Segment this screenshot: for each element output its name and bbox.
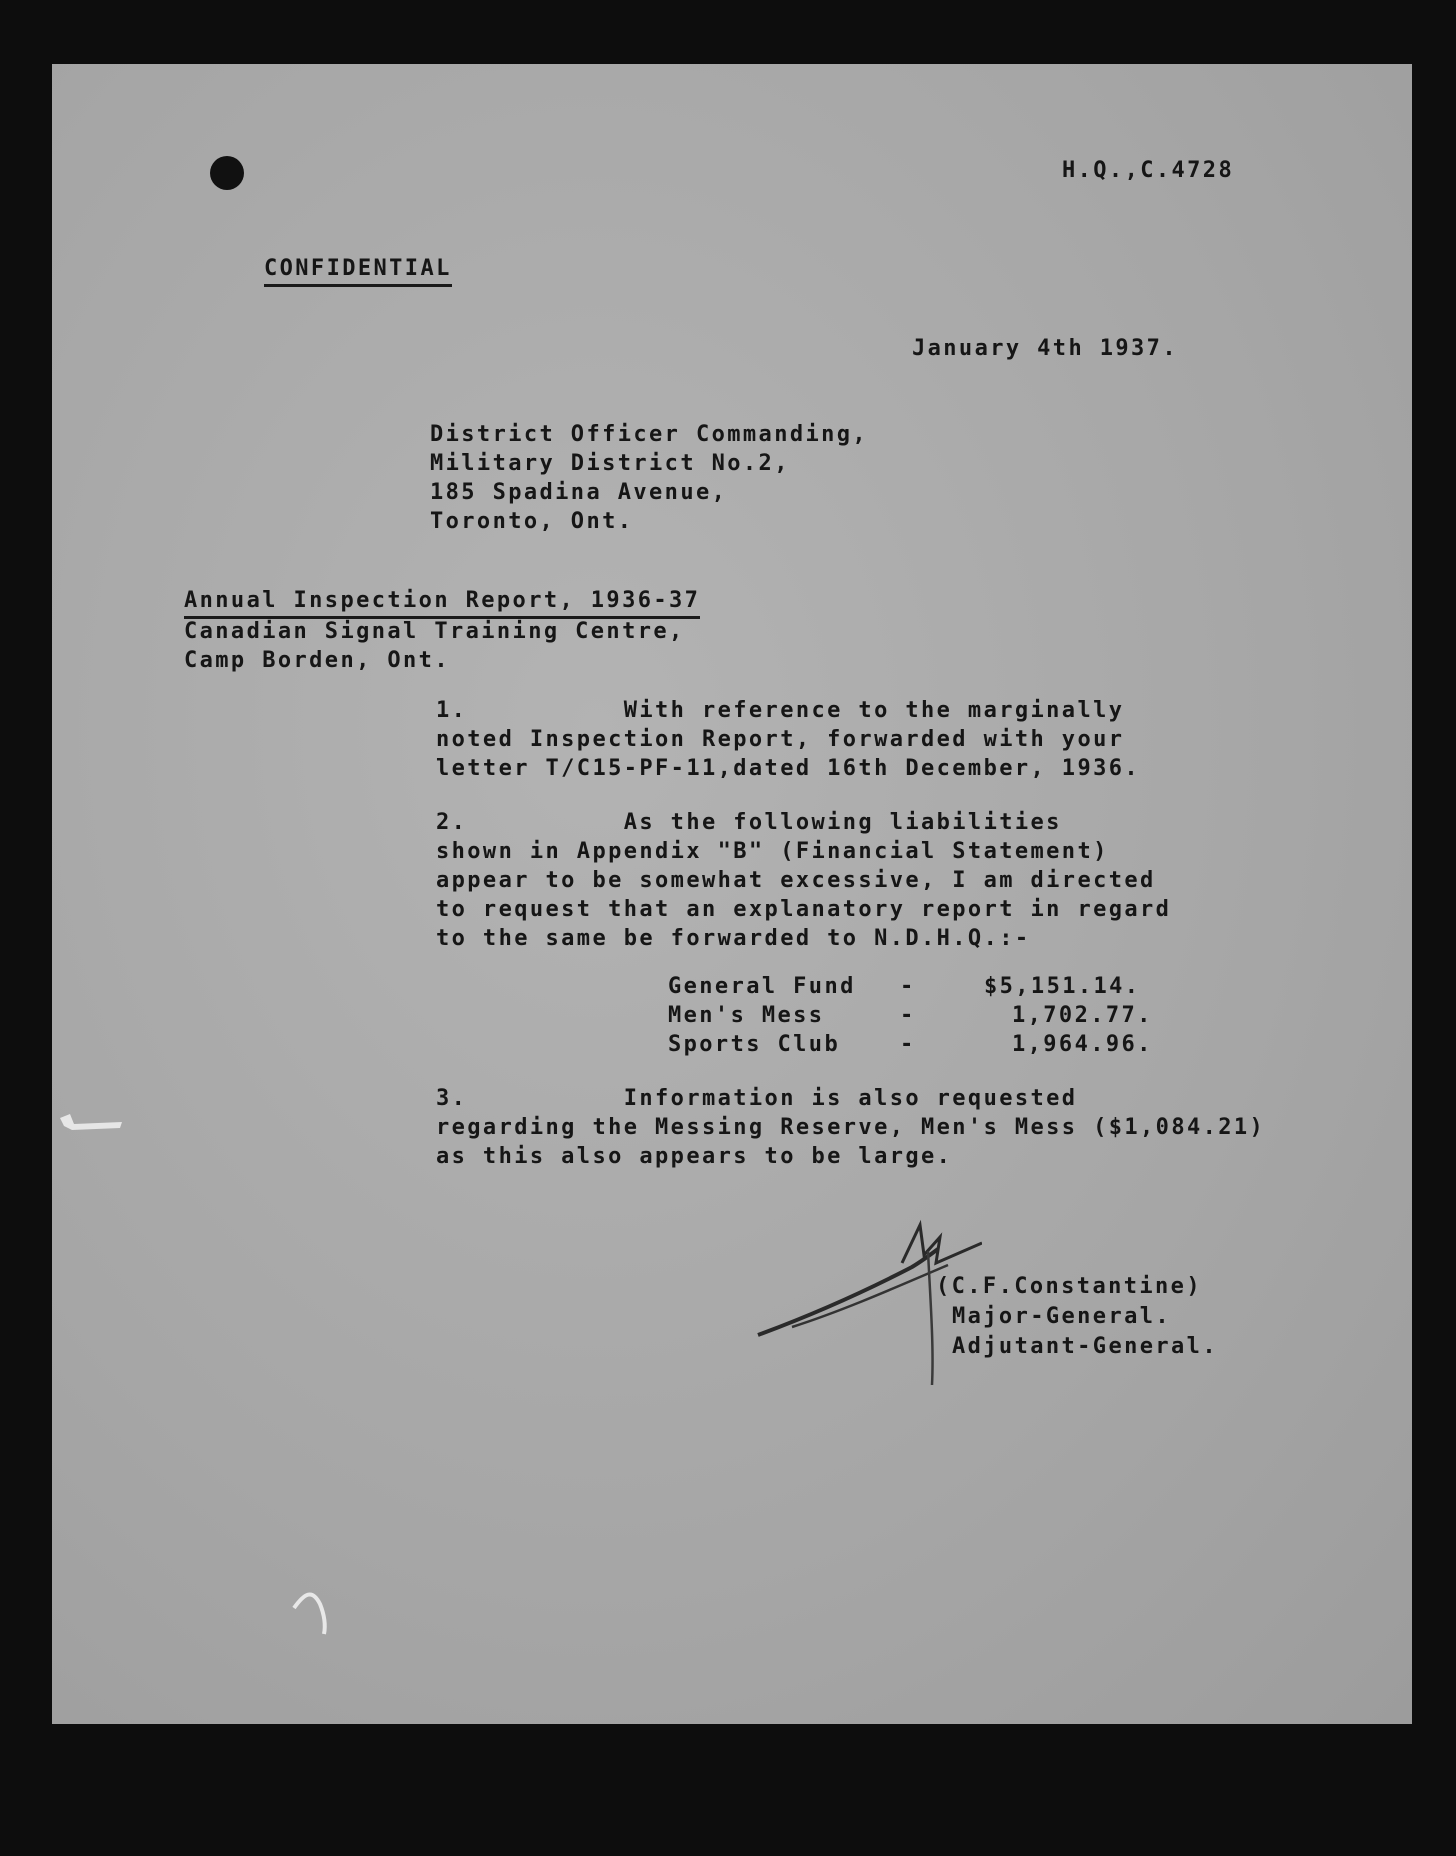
liability-amount: 1,964.96. bbox=[1012, 1032, 1153, 1057]
fastener-clip-icon bbox=[56, 1112, 126, 1132]
signatory-rank: Major-General. bbox=[952, 1304, 1172, 1329]
punch-hole bbox=[210, 156, 244, 190]
paragraph-line: letter T/C15-PF-11,dated 16th December, 1936. bbox=[436, 756, 1141, 781]
paragraph-line: appear to be somewhat excessive, I am directed bbox=[436, 868, 1156, 893]
paragraph-line: noted Inspection Report, forwarded with your bbox=[436, 727, 1125, 752]
handwritten-signature-icon bbox=[752, 1215, 982, 1395]
paragraph-line: as this also appears to be large. bbox=[436, 1144, 953, 1169]
paragraph-line: 1. With reference to the marginally bbox=[436, 698, 1125, 723]
signatory-name: (C.F.Constantine) bbox=[936, 1274, 1202, 1299]
classification-stamp: CONFIDENTIAL bbox=[264, 254, 452, 287]
paragraph-line: 2. As the following liabilities bbox=[436, 810, 1062, 835]
paragraph-line: to the same be forwarded to N.D.H.Q.:- bbox=[436, 926, 1031, 951]
paragraph-line: regarding the Messing Reserve, Men's Mess ($1,084.21) bbox=[436, 1115, 1266, 1140]
file-reference: H.Q.,C.4728 bbox=[1062, 158, 1235, 183]
liability-fund: Sports Club bbox=[668, 1032, 841, 1057]
liability-dash: - bbox=[900, 974, 916, 999]
subject-line: Camp Borden, Ont. bbox=[184, 648, 450, 673]
liability-amount: $5,151.14. bbox=[984, 974, 1141, 999]
paragraph-line: 3. Information is also requested bbox=[436, 1086, 1078, 1111]
liability-dash: - bbox=[900, 1032, 916, 1057]
letter-date: January 4th 1937. bbox=[912, 336, 1178, 361]
paragraph-line: to request that an explanatory report in regard bbox=[436, 897, 1172, 922]
subject-title: Annual Inspection Report, 1936-37 bbox=[184, 586, 700, 619]
addressee-line: District Officer Commanding, bbox=[430, 422, 869, 447]
liability-fund: Men's Mess bbox=[668, 1003, 825, 1028]
addressee-line: 185 Spadina Avenue, bbox=[430, 480, 728, 505]
paragraph-line: shown in Appendix "B" (Financial Statement) bbox=[436, 839, 1109, 864]
addressee-line: Military District No.2, bbox=[430, 451, 790, 476]
addressee-line: Toronto, Ont. bbox=[430, 509, 634, 534]
liability-dash: - bbox=[900, 1003, 916, 1028]
liability-amount: 1,702.77. bbox=[1012, 1003, 1153, 1028]
signatory-appointment: Adjutant-General. bbox=[952, 1334, 1218, 1359]
liability-fund: General Fund bbox=[668, 974, 856, 999]
subject-line: Canadian Signal Training Centre, bbox=[184, 619, 685, 644]
pencil-mark-icon bbox=[290, 1586, 350, 1636]
